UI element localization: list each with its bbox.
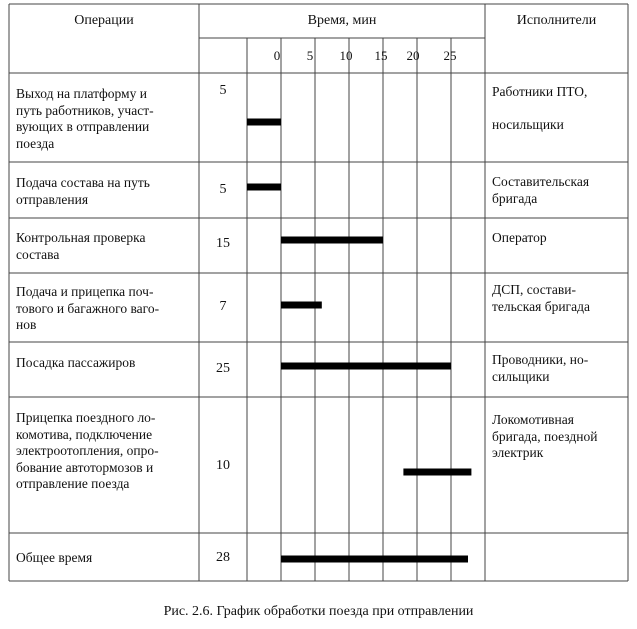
performer-label: Оператор <box>492 230 547 245</box>
gantt-bar <box>281 363 451 370</box>
time-tick-label: 0 <box>273 48 281 63</box>
duration-value: 10 <box>216 458 230 473</box>
header-performers: Исполнители <box>516 13 597 28</box>
operation-label: Выход на платформу и путь работников, участ- вующих в отправлении поезда <box>16 86 154 151</box>
operation-label: Прицепка поездного ло- комотива, подключение электроотопления, опро- бование автотормозов и отправление поезда <box>16 410 159 491</box>
performer-label: Локомотивная бригада, поездной электрик <box>492 412 598 460</box>
performer-label: Работники ПТО, носильщики <box>492 84 588 132</box>
time-tick-label: 20 <box>406 48 420 63</box>
time-tick-label: 15 <box>374 48 388 63</box>
gantt-bar <box>281 302 322 309</box>
operation-label: Посадка пассажиров <box>16 355 136 370</box>
duration-value: 5 <box>219 83 227 98</box>
gantt-bar <box>281 237 383 244</box>
header-time: Время, мин <box>307 13 377 28</box>
operation-label: Подача состава на путь отправления <box>16 175 150 207</box>
time-tick-label: 25 <box>443 48 457 63</box>
performer-label: Проводники, но- сильщики <box>492 352 589 384</box>
performer-label: Составительская бригада <box>492 174 590 206</box>
duration-value: 25 <box>216 361 230 376</box>
gantt-bar <box>281 556 468 563</box>
performer-label: ДСП, состави- тельская бригада <box>492 282 590 314</box>
figure-caption: Рис. 2.6. График обработки поезда при отправлении <box>163 604 474 619</box>
operation-label: Подача и прицепка поч- тового и багажного ваго- нов <box>16 284 160 332</box>
duration-value: 7 <box>219 299 227 314</box>
gantt-bar <box>247 119 281 126</box>
operation-label: Общее время <box>16 550 93 565</box>
operation-label: Контрольная проверка состава <box>16 230 146 262</box>
duration-value: 15 <box>216 236 230 251</box>
time-tick-label: 5 <box>306 48 314 63</box>
header-operations: Операции <box>74 13 134 28</box>
time-tick-label: 10 <box>339 48 353 63</box>
duration-value: 28 <box>216 550 230 565</box>
gantt-bar <box>403 469 471 476</box>
gantt-bar <box>247 184 281 191</box>
duration-value: 5 <box>219 182 227 197</box>
